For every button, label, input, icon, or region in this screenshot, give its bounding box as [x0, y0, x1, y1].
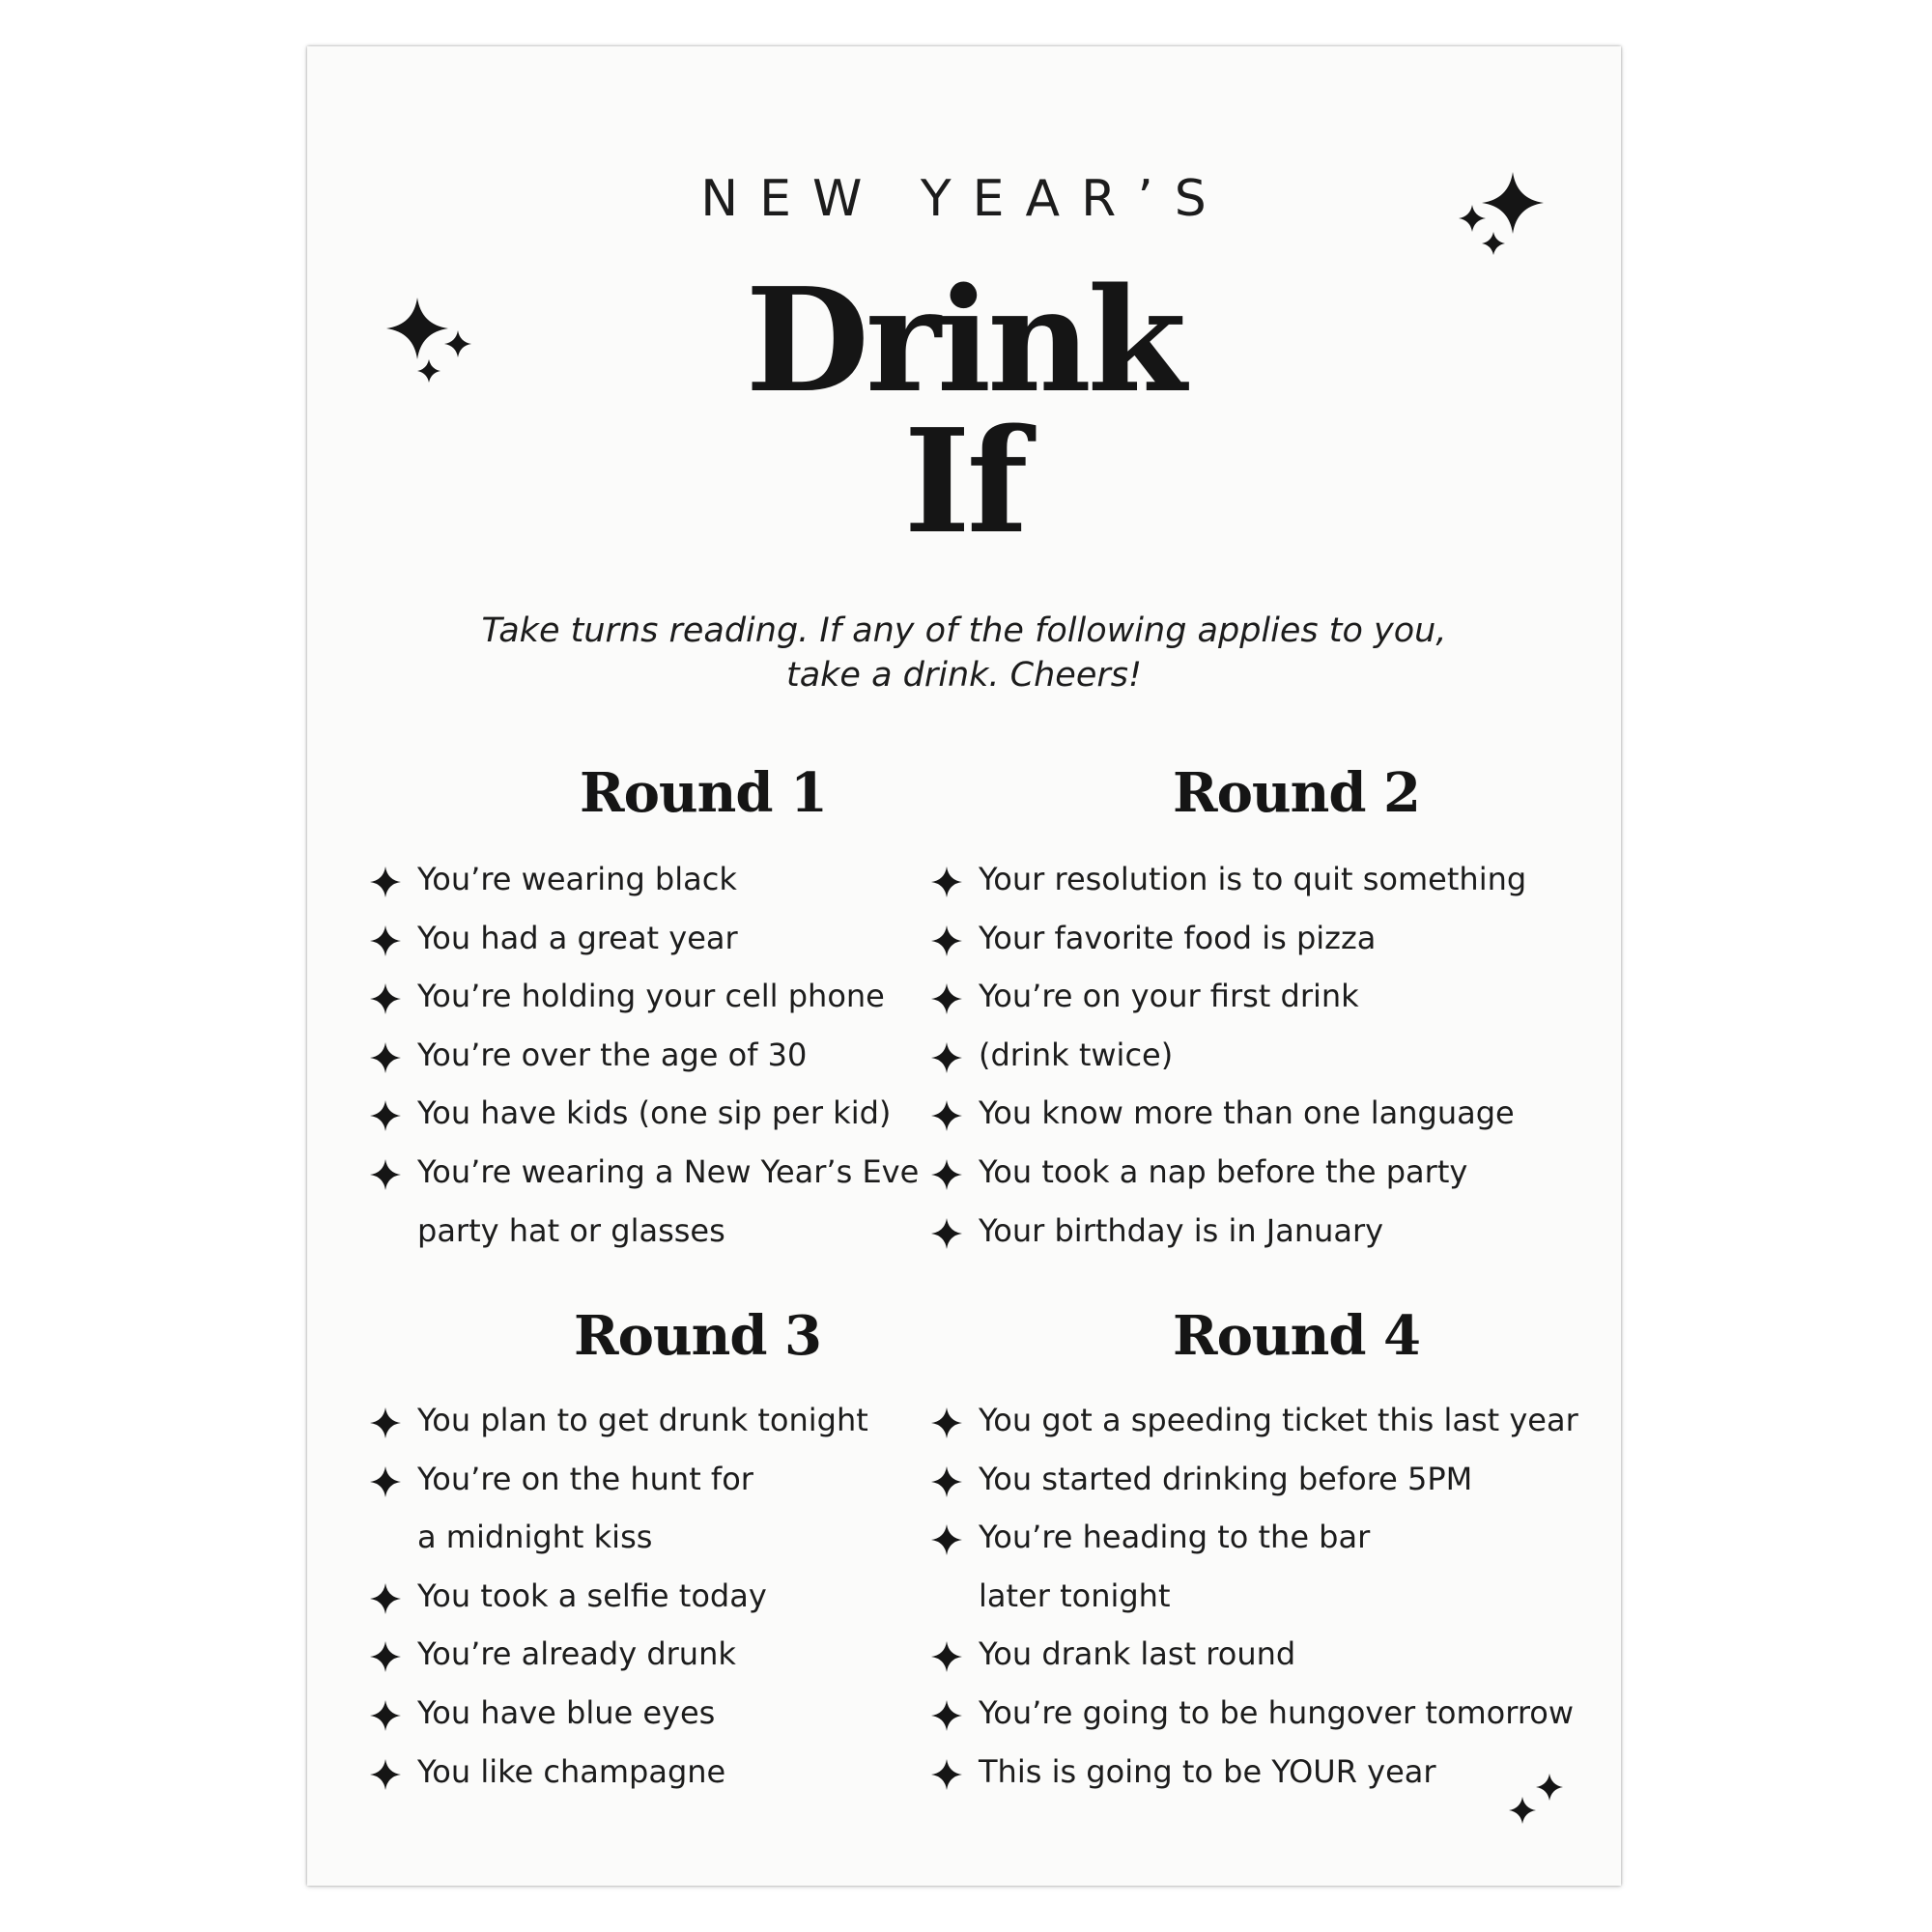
list-item: [930, 1508, 1578, 1625]
list-item: [930, 1391, 1578, 1450]
four-point-star-icon: [369, 866, 402, 898]
list-item: [930, 1450, 1578, 1509]
four-point-star-icon: [930, 1217, 963, 1250]
four-point-star-icon: [930, 1158, 963, 1191]
list-item: [930, 1684, 1578, 1743]
list-item-text: You started drinking before 5PM: [979, 1460, 1473, 1497]
list-item: [369, 1743, 868, 1802]
round-1-heading: Round 1: [580, 761, 827, 825]
instructions-line-2: take a drink. Cheers!: [785, 656, 1143, 695]
list-item: [369, 1625, 868, 1684]
list-item-text: You had a great year: [417, 919, 738, 956]
list-item-text: You took a selfie today: [417, 1577, 767, 1614]
list-item: [930, 1202, 1526, 1261]
four-point-star-icon: [930, 1640, 963, 1673]
list-item: [930, 1743, 1578, 1802]
list-item: [930, 909, 1526, 968]
list-item: [369, 909, 919, 968]
four-point-star-icon: [369, 1158, 402, 1191]
list-item-text: You’re on the hunt for: [417, 1460, 753, 1497]
list-item: [369, 1567, 868, 1626]
list-item: [930, 1026, 1526, 1085]
round-3-heading: Round 3: [574, 1304, 821, 1368]
four-point-star-icon: [369, 1758, 402, 1791]
instructions-line-1: Take turns reading. If any of the following applies to you,: [481, 611, 1447, 650]
list-item-text: Your birthday is in January: [979, 1211, 1384, 1249]
four-point-star-icon: [369, 1640, 402, 1673]
round-2-heading: Round 2: [1173, 761, 1420, 825]
list-item-text: You took a nap before the party: [979, 1152, 1468, 1190]
list-item: [930, 1084, 1526, 1143]
four-point-star-icon: [930, 982, 963, 1015]
four-point-star-icon: [369, 982, 402, 1015]
four-point-star-icon: [369, 1465, 402, 1498]
round-1-list: [369, 850, 919, 1260]
four-point-star-icon: [930, 1523, 963, 1556]
four-point-star-icon: [930, 1406, 963, 1439]
list-item: [369, 1684, 868, 1743]
list-item-text: You’re wearing black: [417, 861, 737, 897]
round-4-list: [930, 1391, 1578, 1801]
list-item: [369, 1143, 919, 1260]
list-item-text: (drink twice): [979, 1036, 1174, 1073]
round-3-list: [369, 1391, 868, 1801]
list-item-text: Your resolution is to quit something: [979, 861, 1527, 897]
list-item-text: You’re going to be hungover tomorrow: [979, 1693, 1575, 1731]
round-4-heading: Round 4: [1173, 1304, 1420, 1368]
four-point-star-icon: [930, 1465, 963, 1498]
list-item-text-continued: party hat or glasses: [417, 1211, 725, 1249]
list-item: [930, 1143, 1526, 1202]
four-point-star-icon: [930, 866, 963, 898]
four-point-star-icon: [930, 1699, 963, 1732]
four-point-star-icon: [930, 924, 963, 957]
four-point-star-icon: [369, 1582, 402, 1615]
list-item-text: You like champagne: [417, 1752, 726, 1790]
list-item-text: You know more than one language: [979, 1094, 1515, 1132]
kicker-text: NEW YEAR’S: [700, 170, 1228, 228]
list-item: [369, 1084, 919, 1143]
list-item-text: You got a speeding ticket this last year: [979, 1402, 1578, 1438]
list-item-text: You drank last round: [979, 1635, 1296, 1673]
list-item: [930, 967, 1526, 1026]
list-item-text: You’re heading to the bar: [979, 1519, 1371, 1556]
list-item: [930, 850, 1526, 909]
list-item-text: You’re already drunk: [417, 1635, 736, 1673]
list-item: [369, 1026, 919, 1085]
list-item-text: This is going to be YOUR year: [979, 1752, 1436, 1790]
title-line-1: Drink: [745, 256, 1183, 424]
four-point-star-icon: [369, 1099, 402, 1132]
title-line-2: If: [903, 397, 1025, 565]
round-2-list: [930, 850, 1526, 1260]
list-item-text: You’re on your first drink: [979, 978, 1359, 1015]
list-item-text-continued: a midnight kiss: [417, 1519, 653, 1556]
list-item: [930, 1625, 1578, 1684]
list-item: [369, 967, 919, 1026]
instructions: [404, 609, 1524, 697]
list-item-text: Your favorite food is pizza: [979, 919, 1377, 956]
four-point-star-icon: [930, 1758, 963, 1791]
list-item: [369, 850, 919, 909]
four-point-star-icon: [930, 1099, 963, 1132]
list-item-text: You’re holding your cell phone: [417, 978, 885, 1015]
four-point-star-icon: [369, 1406, 402, 1439]
list-item-text: You’re over the age of 30: [417, 1036, 808, 1073]
four-point-star-icon: [369, 1699, 402, 1732]
list-item: [369, 1450, 868, 1567]
four-point-star-icon: [930, 1041, 963, 1074]
list-item-text: You have kids (one sip per kid): [417, 1094, 892, 1132]
four-point-star-icon: [369, 1041, 402, 1074]
four-point-star-icon: [369, 924, 402, 957]
printable-card: [307, 46, 1621, 1886]
list-item-text: You plan to get drunk tonight: [417, 1402, 868, 1438]
list-item: [369, 1391, 868, 1450]
list-item-text: You have blue eyes: [417, 1693, 716, 1731]
list-item-text: You’re wearing a New Year’s Eve: [417, 1152, 920, 1190]
list-item-text-continued: later tonight: [979, 1577, 1171, 1614]
